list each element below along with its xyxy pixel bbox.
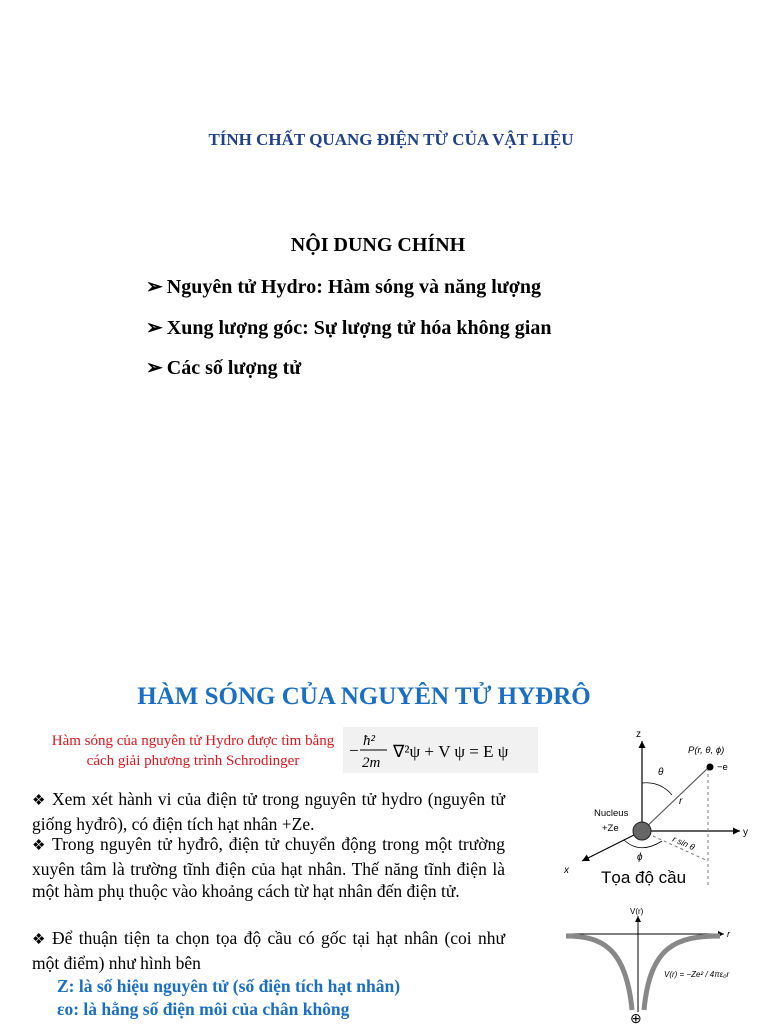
schrodinger-equation [343, 727, 538, 773]
radius-axis-label: r [727, 929, 730, 939]
arrow-bullet-icon: ➢ [146, 317, 163, 339]
spherical-caption: Tọa độ cầu [601, 868, 687, 887]
diamond-bullet-icon: ❖ [32, 838, 46, 854]
svg-text:2m: 2m [362, 755, 381, 771]
slide-title: HÀM SÓNG CỦA NGUYÊN TỬ HYĐRÔ [137, 683, 591, 710]
bullet-text: Các số lượng tử [166, 357, 302, 379]
spherical-coordinates-diagram [560, 723, 768, 891]
intro-note: Hàm sóng của nguyên tử Hydro được tìm bằng cách giải phương trình Schrodinger [51, 733, 335, 769]
charge-label: −e [717, 762, 728, 773]
diamond-bullet-icon: ❖ [32, 793, 46, 809]
nucleus-label: Nucleus [594, 808, 629, 819]
potential-formula: V(r) = −Ze² / 4πε₀r [664, 970, 730, 979]
paragraph-text: Để thuận tiện ta chọn tọa độ cầu có gốc tại hạt nhân (coi như một điểm) như hình bên [32, 928, 505, 973]
electron-icon [707, 764, 714, 771]
nucleus-icon [633, 822, 651, 840]
theta-label: θ [658, 767, 664, 778]
paragraph-text: Xem xét hành vi của điện tử trong nguyên tử hydro (nguyên tử giống hyđrô), có điện tích hạt nhân +Ze. [32, 789, 505, 834]
x-axis-label: x [564, 865, 569, 876]
y-axis-label: y [743, 827, 748, 838]
svg-text:∇²ψ + V ψ = E ψ: ∇²ψ + V ψ = E ψ [393, 742, 509, 761]
arrow-bullet-icon: ➢ [146, 276, 163, 298]
z-axis-label: z [636, 729, 641, 740]
r-label: r [679, 796, 683, 807]
phi-label: ϕ [637, 852, 643, 863]
svg-text:−: − [349, 741, 359, 760]
nucleus-charge-label: +Ze [602, 823, 619, 834]
paragraph-text: Trong nguyên tử hyđrô, điện tử chuyển động trong một trường xuyên tâm là trường tĩnh điện của hạt nhân. Thế năng tĩnh điện là một hàm phụ thuộc vào khoảng cách từ hạt nhân đến điện tử. [32, 834, 505, 901]
arrow-bullet-icon: ➢ [146, 357, 163, 379]
potential-axis-label: V(r) [630, 907, 644, 916]
definition-z: Z: là số hiệu nguyên tử (số điện tích hạt nhân) [57, 976, 401, 996]
bullet-text: Nguyên tử Hydro: Hàm sóng và năng lượng [166, 276, 541, 298]
content-bullet [146, 315, 551, 340]
svg-text:ħ²: ħ² [363, 733, 375, 749]
potential-curve-left [566, 936, 632, 1010]
content-bullet [146, 274, 541, 299]
point-label: P(r, θ, ϕ) [688, 745, 725, 756]
coulomb-potential-diagram [560, 904, 768, 1024]
nucleus-symbol-icon: ⊕ [630, 1010, 642, 1024]
paragraph [32, 788, 505, 835]
bullet-text: Xung lượng góc: Sự lượng tử hóa không gian [166, 317, 552, 339]
r-sin-theta-label: r sin θ [671, 833, 697, 853]
definition-epsilon: εo: là hằng số điện môi của chân không [57, 999, 350, 1019]
content-bullet [146, 355, 301, 380]
section-heading: NỘI DUNG CHÍNH [290, 234, 466, 256]
paragraph [32, 833, 505, 903]
document-title: TÍNH CHẤT QUANG ĐIỆN TỪ CỦA VẬT LIỆU [208, 130, 574, 149]
diamond-bullet-icon: ❖ [32, 932, 46, 948]
paragraph [32, 927, 505, 974]
